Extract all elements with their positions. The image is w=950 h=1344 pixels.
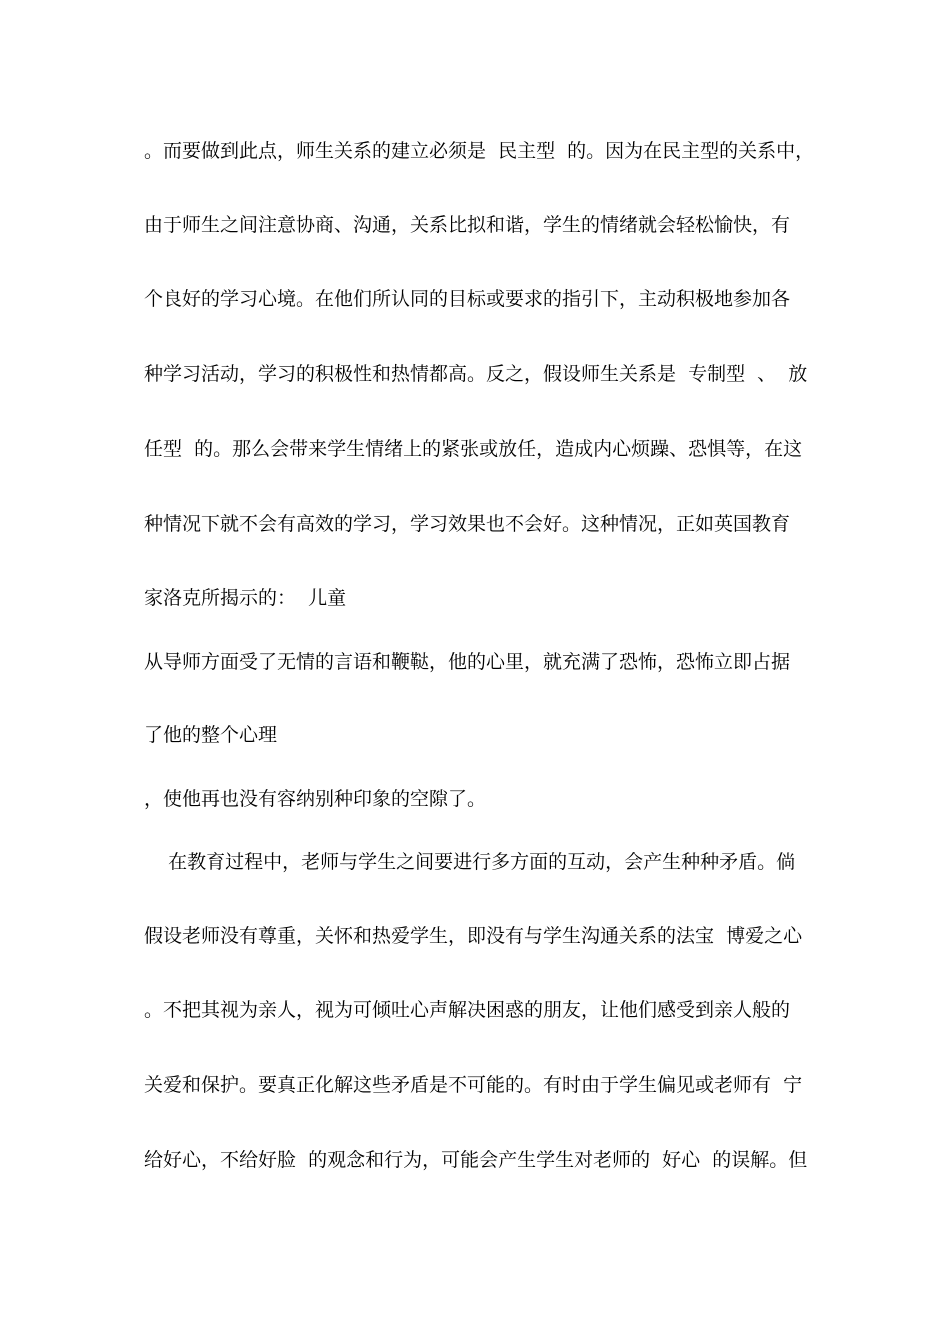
text-line: 在教育过程中，老师与学生之间要进行多方面的互动，会产生种种矛盾。倘 (144, 851, 796, 873)
text-line: 。不把其视为亲人，视为可倾吐心声解决困惑的朋友，让他们感受到亲人般的 (144, 999, 791, 1021)
text-line: 种情况下就不会有高效的学习，学习效果也不会好。这种情况，正如英国教育 (144, 513, 791, 535)
text-line: 给好心，不给好脸 的观念和行为，可能会产生学生对老师的 好心 的误解。但 (144, 1149, 808, 1171)
text-line: 由于师生之间注意协商、沟通，关系比拟和谐，学生的情绪就会轻松愉快，有 (144, 214, 791, 236)
text-line: 家洛克所揭示的： 儿童 (144, 587, 347, 609)
text-line: ，使他再也没有容纳别种印象的空隙了。 (144, 788, 487, 810)
text-line: 从导师方面受了无情的言语和鞭鞑，他的心里，就充满了恐怖，恐怖立即占据 (144, 651, 791, 673)
text-line: 种学习活动，学习的积极性和热情都高。反之，假设师生关系是 专制型 、 放 (144, 363, 808, 385)
text-line: 任型 的。那么会带来学生情绪上的紧张或放任，造成内心烦躁、恐惧等，在这 (144, 438, 803, 460)
text-line: 个良好的学习心境。在他们所认同的目标或要求的指引下，主动积极地参加各 (144, 288, 791, 310)
text-line: 假设老师没有尊重，关怀和热爱学生，即没有与学生沟通关系的法宝 博爱之心 (144, 925, 803, 947)
text-line: 。而要做到此点，师生关系的建立必须是 民主型 的。因为在民主型的关系中， (144, 140, 815, 162)
text-line: 关爱和保护。要真正化解这些矛盾是不可能的。有时由于学生偏见或老师有 宁 (144, 1074, 803, 1096)
text-line: 了他的整个心理 (144, 724, 278, 746)
